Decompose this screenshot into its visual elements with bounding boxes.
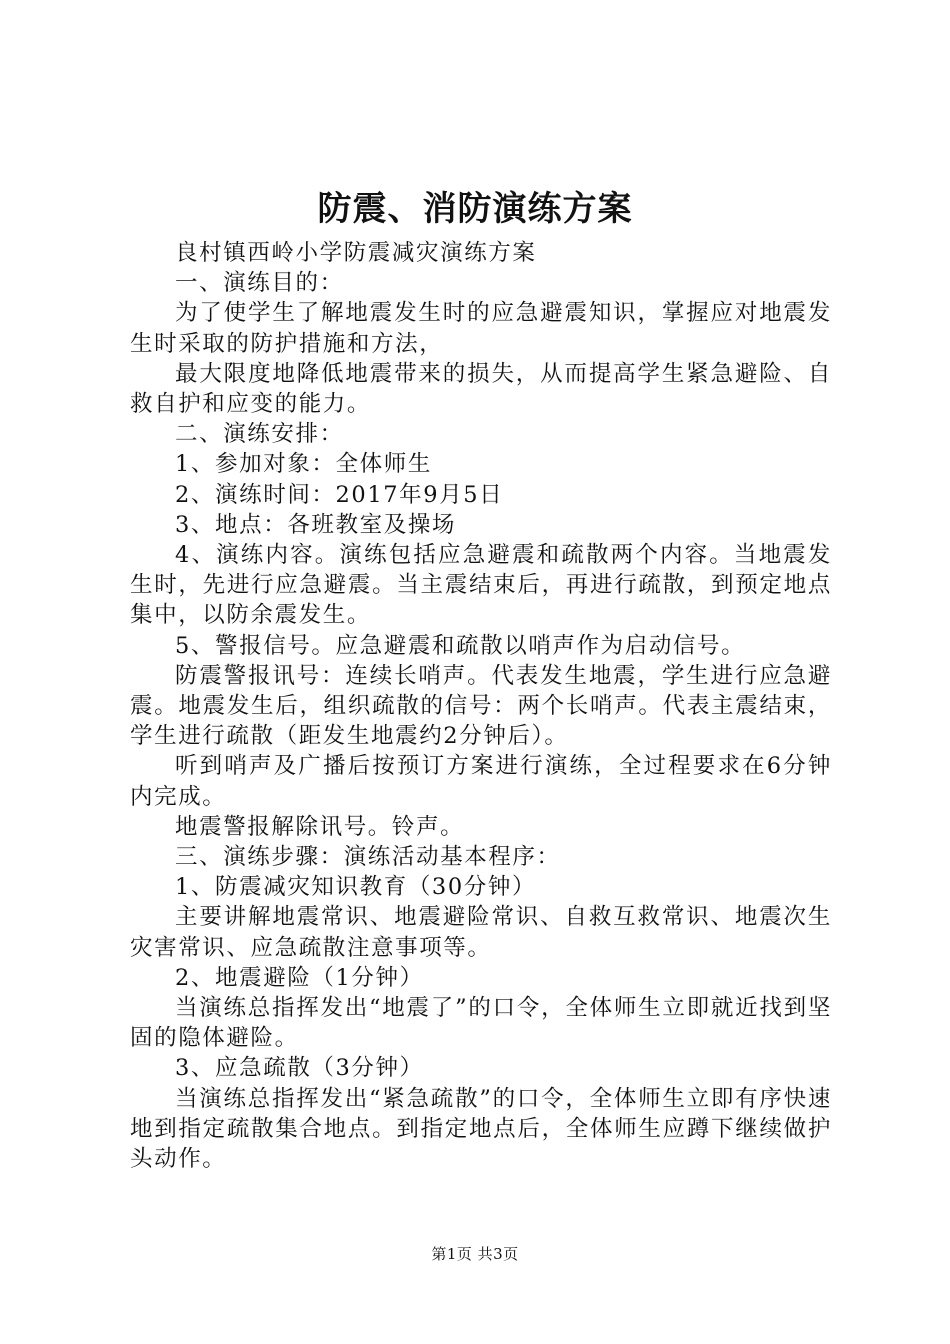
paragraph: 主要讲解地震常识、地震避险常识、自救互救常识、地震次生灾害常识、应急疏散注意事项等。 — [130, 904, 832, 961]
paragraph: 三、演练步骤：演练活动基本程序： — [175, 844, 561, 871]
document-title: 防震、消防演练方案 — [317, 189, 633, 229]
paragraph: 当演练总指挥发出“地震了”的口令，全体师生立即就近找到坚固的隐体避险。 — [130, 995, 832, 1052]
paragraph: 良村镇西岭小学防震减灾演练方案 — [175, 240, 537, 266]
paragraph: 最大限度地降低地震带来的损失，从而提高学生紧急避险、自救自护和应变的能力。 — [130, 360, 832, 418]
paragraph: 听到哨声及广播后按预订方案进行演练，全过程要求在6分钟内完成。 — [130, 753, 832, 810]
paragraph: 二、演练安排： — [175, 421, 344, 448]
paragraph: 3、应急疏散（3分钟） — [175, 1055, 424, 1082]
paragraph: 3、地点：各班教室及操场 — [175, 511, 457, 538]
paragraph: 1、防震减灾知识教育（30分钟） — [175, 874, 537, 901]
paragraph: 4、演练内容。演练包括应急避震和疏散两个内容。当地震发生时，先进行应急避震。当主震结束后，再进行疏散，到预定地点集中，以防余震发生。 — [130, 542, 832, 629]
paragraph: 防震警报讯号：连续长哨声。代表发生地震，学生进行应急避震。地震发生后，组织疏散的信号：两个长哨声。代表主震结束，学生进行疏散（距发生地震约2分钟后）。 — [130, 662, 832, 750]
paragraph: 一、演练目的： — [175, 270, 344, 297]
paragraph: 当演练总指挥发出“紧急疏散”的口令，全体师生立即有序快速地到指定疏散集合地点。到指定地点后，全体师生应蹲下继续做护头动作。 — [130, 1085, 832, 1173]
paragraph: 1、参加对象：全体师生 — [175, 451, 432, 478]
paragraph: 2、演练时间：2017年9月5日 — [175, 481, 504, 508]
paragraph: 2、地震避险（1分钟） — [175, 964, 424, 991]
page-number-footer: 第1页 共3页 — [431, 1245, 519, 1263]
document-body — [130, 238, 832, 1174]
paragraph: 5、警报信号。应急避震和疏散以哨声作为启动信号。 — [175, 632, 746, 659]
paragraph: 地震警报解除讯号。铃声。 — [175, 813, 465, 840]
paragraph: 为了使学生了解地震发生时的应急避震知识，掌握应对地震发生时采取的防护措施和方法， — [130, 300, 832, 357]
